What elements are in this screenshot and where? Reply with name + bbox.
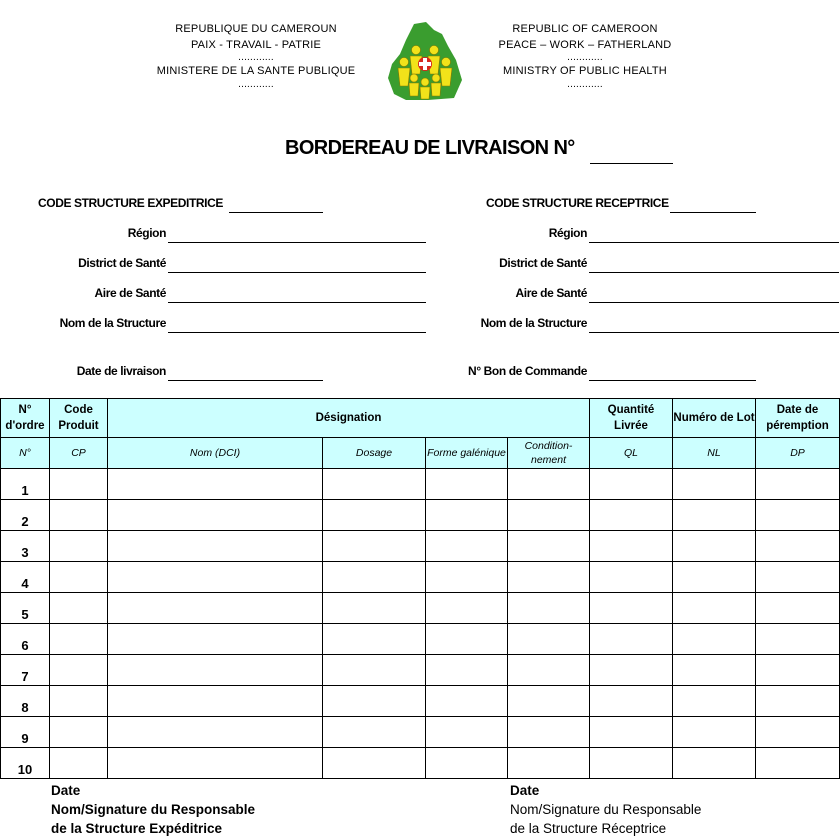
cell-conditionnement[interactable] — [508, 717, 590, 748]
cell-nl[interactable] — [673, 624, 756, 655]
date-livraison-field[interactable] — [168, 380, 323, 381]
cell-dosage[interactable] — [323, 624, 426, 655]
cell-nl[interactable] — [673, 655, 756, 686]
cell-ql[interactable] — [590, 748, 673, 779]
sub-dosage: Dosage — [323, 438, 426, 469]
sig-rec-line1: Nom/Signature du Responsable — [510, 802, 702, 817]
sub-nom: Nom (DCI) — [108, 438, 323, 469]
sig-rec-date: Date — [510, 783, 540, 798]
row-number: 7 — [1, 655, 50, 686]
table-row — [1, 686, 840, 717]
row-number: 5 — [1, 593, 50, 624]
region-exp-label: Région — [127, 226, 166, 240]
district-rec-field[interactable] — [589, 272, 839, 273]
cell-conditionnement[interactable] — [508, 531, 590, 562]
cell-nom[interactable] — [108, 624, 323, 655]
table-row — [1, 748, 840, 779]
cell-conditionnement[interactable] — [508, 655, 590, 686]
region-rec-label: Région — [548, 226, 587, 240]
row-number: 10 — [1, 748, 50, 779]
cell-cp[interactable] — [50, 748, 108, 779]
cell-ql[interactable] — [590, 562, 673, 593]
cell-dp[interactable] — [756, 686, 840, 717]
cell-conditionnement[interactable] — [508, 500, 590, 531]
district-rec-label: District de Santé — [499, 256, 587, 270]
row-number: 1 — [1, 469, 50, 500]
cell-conditionnement[interactable] — [508, 686, 590, 717]
bon-commande-label: N° Bon de Commande — [468, 364, 587, 378]
col-code-produit: Code Produit — [50, 399, 108, 438]
col-numero-lot: Numéro de Lot — [673, 399, 756, 438]
header-motto-en: PEACE – WORK – FATHERLAND — [498, 38, 672, 51]
cell-dp[interactable] — [756, 562, 840, 593]
cell-ql[interactable] — [590, 717, 673, 748]
cell-conditionnement[interactable] — [508, 624, 590, 655]
ministry-emblem-icon — [384, 20, 464, 102]
col-n-ordre: N° d'ordre — [1, 399, 50, 438]
cell-dosage[interactable] — [323, 686, 426, 717]
district-exp-label: District de Santé — [78, 256, 166, 270]
aire-exp-label: Aire de Santé — [94, 286, 166, 300]
cell-nom[interactable] — [108, 717, 323, 748]
signature-receptrice — [510, 781, 701, 838]
cell-forme[interactable] — [426, 562, 508, 593]
code-expeditrice-field[interactable] — [229, 212, 323, 213]
sig-exp-line2: de la Structure Expéditrice — [51, 821, 223, 836]
sig-rec-line2: de la Structure Réceptrice — [510, 821, 667, 836]
sub-conditionnement: Condition-nement — [508, 438, 590, 469]
cell-nl[interactable] — [673, 686, 756, 717]
structure-exp-label: Nom de la Structure — [59, 316, 166, 330]
cell-forme[interactable] — [426, 655, 508, 686]
bordereau-number-field[interactable] — [590, 163, 673, 164]
cell-ql[interactable] — [590, 655, 673, 686]
cell-forme[interactable] — [426, 624, 508, 655]
cell-cp[interactable] — [50, 531, 108, 562]
sub-cp: CP — [50, 438, 108, 469]
date-livraison-label: Date de livraison — [76, 364, 166, 378]
code-receptrice-label: CODE STRUCTURE RECEPTRICE — [486, 196, 669, 210]
table-row — [1, 500, 840, 531]
header-dots-fr-2: ............ — [238, 78, 274, 90]
header-country-fr: REPUBLIQUE DU CAMEROUN — [175, 23, 337, 35]
document-title: BORDEREAU DE LIVRAISON N° — [285, 137, 575, 159]
cell-nl[interactable] — [673, 469, 756, 500]
header-ministry-en: MINISTRY OF PUBLIC HEALTH — [503, 65, 667, 77]
header-dots-en-2: ............ — [567, 78, 603, 90]
structure-rec-field[interactable] — [589, 332, 839, 333]
cell-nom[interactable] — [108, 748, 323, 779]
header-dots-fr-1: ............ — [238, 52, 274, 63]
cell-forme[interactable] — [426, 717, 508, 748]
cell-conditionnement[interactable] — [508, 469, 590, 500]
cell-ql[interactable] — [590, 500, 673, 531]
cell-nl[interactable] — [673, 531, 756, 562]
cell-conditionnement[interactable] — [508, 748, 590, 779]
row-number: 6 — [1, 624, 50, 655]
cell-forme[interactable] — [426, 748, 508, 779]
table-row — [1, 469, 840, 500]
signature-expeditrice — [51, 781, 255, 838]
col-quantite: Quantité Livrée — [590, 399, 673, 438]
cell-cp[interactable] — [50, 562, 108, 593]
cell-cp[interactable] — [50, 593, 108, 624]
aire-rec-field[interactable] — [589, 302, 839, 303]
cell-cp[interactable] — [50, 686, 108, 717]
district-exp-field[interactable] — [168, 272, 426, 273]
header-ministry-fr: MINISTERE DE LA SANTE PUBLIQUE — [156, 65, 356, 77]
cell-conditionnement[interactable] — [508, 562, 590, 593]
col-date-peremption: Date de péremption — [756, 399, 840, 438]
header-dots-en-1: ............ — [567, 52, 603, 63]
aire-exp-field[interactable] — [168, 302, 426, 303]
cell-forme[interactable] — [426, 686, 508, 717]
table-row — [1, 562, 840, 593]
cell-nom[interactable] — [108, 500, 323, 531]
cell-conditionnement[interactable] — [508, 593, 590, 624]
header-french-block — [150, 22, 362, 91]
code-receptrice-field[interactable] — [670, 212, 756, 213]
cell-dosage[interactable] — [323, 469, 426, 500]
sub-ql: QL — [590, 438, 673, 469]
row-number: 2 — [1, 500, 50, 531]
cell-dosage[interactable] — [323, 717, 426, 748]
header-motto-fr: PAIX - TRAVAIL - PATRIE — [190, 38, 322, 51]
cell-nl[interactable] — [673, 717, 756, 748]
cell-dp[interactable] — [756, 593, 840, 624]
sig-exp-date: Date — [51, 783, 81, 798]
cell-dp[interactable] — [756, 531, 840, 562]
table-row — [1, 717, 840, 748]
table-row — [1, 531, 840, 562]
cell-nom[interactable] — [108, 531, 323, 562]
cell-dp[interactable] — [756, 655, 840, 686]
cell-dp[interactable] — [756, 624, 840, 655]
table-row — [1, 624, 840, 655]
col-designation: Désignation — [108, 399, 590, 438]
cell-nl[interactable] — [673, 500, 756, 531]
cell-nom[interactable] — [108, 469, 323, 500]
region-exp-field[interactable] — [168, 242, 426, 243]
cell-dosage[interactable] — [323, 500, 426, 531]
cell-dosage[interactable] — [323, 531, 426, 562]
cell-cp[interactable] — [50, 469, 108, 500]
sig-exp-line1: Nom/Signature du Responsable — [51, 802, 256, 817]
table-row — [1, 655, 840, 686]
cell-cp[interactable] — [50, 655, 108, 686]
bon-commande-field[interactable] — [589, 380, 756, 381]
structure-exp-field[interactable] — [168, 332, 426, 333]
row-number: 9 — [1, 717, 50, 748]
table-row — [1, 593, 840, 624]
row-number: 4 — [1, 562, 50, 593]
row-number: 3 — [1, 531, 50, 562]
code-expeditrice-label: CODE STRUCTURE EXPEDITRICE — [38, 196, 223, 210]
cell-dosage[interactable] — [323, 593, 426, 624]
header-country-en: REPUBLIC OF CAMEROON — [512, 23, 658, 35]
sub-nl: NL — [673, 438, 756, 469]
cell-dosage[interactable] — [323, 748, 426, 779]
cell-nl[interactable] — [673, 748, 756, 779]
cell-ql[interactable] — [590, 531, 673, 562]
sub-dp: DP — [756, 438, 840, 469]
cell-forme[interactable] — [426, 531, 508, 562]
cell-ql[interactable] — [590, 593, 673, 624]
cell-nom[interactable] — [108, 686, 323, 717]
cell-dosage[interactable] — [323, 562, 426, 593]
region-rec-field[interactable] — [589, 242, 839, 243]
table-subheader-row — [1, 438, 840, 469]
cell-dp[interactable] — [756, 748, 840, 779]
cell-ql[interactable] — [590, 469, 673, 500]
cell-ql[interactable] — [590, 624, 673, 655]
sub-n: N° — [1, 438, 50, 469]
cell-nom[interactable] — [108, 562, 323, 593]
header-english-block — [478, 22, 692, 91]
cell-cp[interactable] — [50, 624, 108, 655]
cell-forme[interactable] — [426, 469, 508, 500]
cell-dp[interactable] — [756, 717, 840, 748]
cell-cp[interactable] — [50, 717, 108, 748]
row-number: 8 — [1, 686, 50, 717]
cell-dp[interactable] — [756, 469, 840, 500]
cell-nom[interactable] — [108, 593, 323, 624]
cell-forme[interactable] — [426, 593, 508, 624]
cell-nl[interactable] — [673, 562, 756, 593]
cell-forme[interactable] — [426, 500, 508, 531]
sub-forme: Forme galénique — [426, 438, 508, 469]
cell-ql[interactable] — [590, 686, 673, 717]
structure-rec-label: Nom de la Structure — [480, 316, 587, 330]
cell-cp[interactable] — [50, 500, 108, 531]
cell-nl[interactable] — [673, 593, 756, 624]
aire-rec-label: Aire de Santé — [515, 286, 587, 300]
cell-nom[interactable] — [108, 655, 323, 686]
delivery-table — [0, 398, 840, 779]
cell-dp[interactable] — [756, 500, 840, 531]
table-header-row — [1, 399, 840, 438]
cell-dosage[interactable] — [323, 655, 426, 686]
